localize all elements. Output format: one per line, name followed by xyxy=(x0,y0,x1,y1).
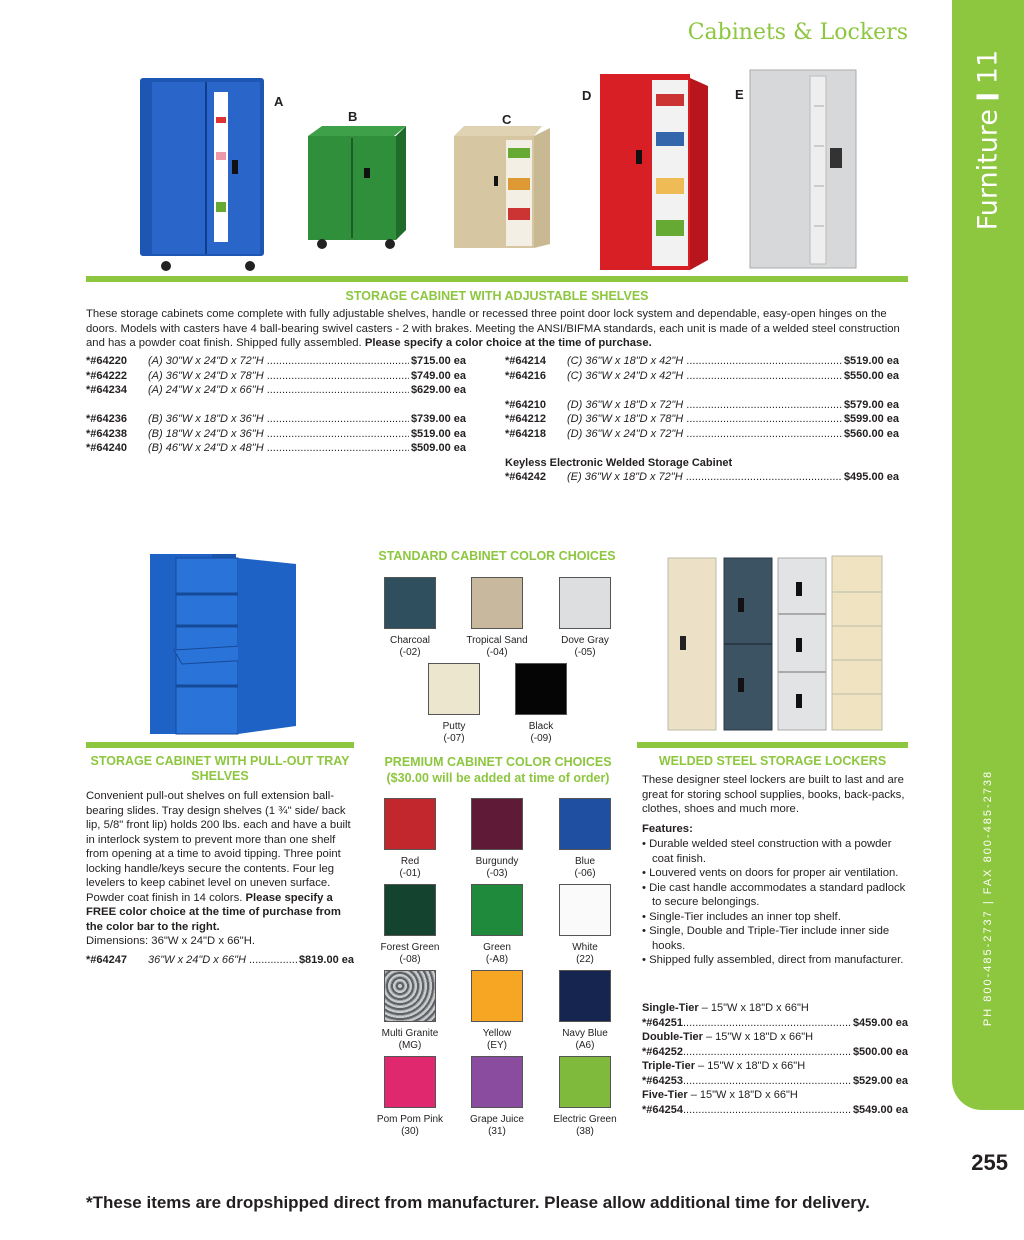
color-chip xyxy=(471,884,523,936)
swatch-multi-granite: Multi Granite (MG) xyxy=(366,970,454,1052)
feature-item: • Single-Tier includes an inner top shelf. xyxy=(642,910,841,923)
lockers-image xyxy=(666,554,888,734)
swatch-tropical-sand: Tropical Sand (-04) xyxy=(453,577,541,659)
feature-item: • Die cast handle accommodates a standard padlock to secure belongings. xyxy=(642,881,906,908)
section-label: Furniture11 xyxy=(972,49,1004,231)
cabinet-d-image xyxy=(596,70,714,274)
dropship-note: *These items are dropshipped direct from manufacturer. Please allow additional time for delivery. xyxy=(86,1193,870,1212)
feature-item: • Louvered vents on doors for proper air ventilation. xyxy=(642,867,899,879)
color-chip xyxy=(384,1056,436,1108)
locker-tier-label: Triple-Tier – 15"W x 18"D x 66"H xyxy=(642,1060,806,1072)
price-row: *#64220 (A) 30"W x 24"D x 72"H ..... $715.00 ea xyxy=(86,354,466,369)
swatch-red: Red (-01) xyxy=(366,798,454,880)
color-chip xyxy=(515,663,567,715)
storage-cabinet-description: These storage cabinets come complete with fully adjustable shelves, handle or recessed three point door lock system and dependable, easy-open hinges on the doors. Models with casters have 4 ball-bearing swivel casters - 2 with brakes. Meeting the ANSI/BIFMA standards, each unit is made of a welded steel construction and has a powder coat finish. Shipped fully assembled. Please specify a color choice at the time of purchase. xyxy=(86,308,900,349)
premium-colors-heading: PREMIUM CABINET COLOR CHOICES xyxy=(384,755,612,769)
swatch-yellow: Yellow (EY) xyxy=(453,970,541,1052)
premium-colors-subheading: ($30.00 will be added at time of order) xyxy=(386,771,610,785)
price-row: *#64242 (E) 36"W x 18"D x 72"H ..... $495.00 ea xyxy=(505,470,899,485)
label-a: A xyxy=(274,94,284,109)
lockers-description: These designer steel lockers are built to last and are great for storing school supplies, books, back-packs, clothes, shoes and much more. xyxy=(642,774,905,815)
price-row: *#64236 (B) 36"W x 18"D x 36"H ..... $739.00 ea xyxy=(86,412,466,427)
price-row: *#64251 ..... $459.00 ea xyxy=(642,1016,908,1031)
price-row: *#64252 ..... $500.00 ea xyxy=(642,1045,908,1060)
color-chip xyxy=(559,884,611,936)
storage-price-list-left xyxy=(86,354,466,456)
label-d: D xyxy=(582,88,592,103)
lockers-rule xyxy=(637,742,908,748)
lockers-features-list xyxy=(642,837,908,968)
cabinet-b-image xyxy=(300,124,410,252)
swatch-dove-gray: Dove Gray (-05) xyxy=(541,577,629,659)
price-row: *#64210 (D) 36"W x 18"D x 72"H ..... $579.00 ea xyxy=(505,398,899,413)
price-row: *#64253 ..... $529.00 ea xyxy=(642,1074,908,1089)
pullout-heading: STORAGE CABINET WITH PULL-OUT TRAY SHELVES xyxy=(90,754,350,783)
page-number: 255 xyxy=(971,1150,1008,1175)
swatch-blue: Blue (-06) xyxy=(541,798,629,880)
feature-item: • Shipped fully assembled, direct from manufacturer. xyxy=(642,954,904,966)
price-row: *#64214 (C) 36"W x 18"D x 42"H ..... $519.00 ea xyxy=(505,354,899,369)
swatch-burgundy: Burgundy (-03) xyxy=(453,798,541,880)
swatch-putty: Putty (-07) xyxy=(410,663,498,745)
color-chip xyxy=(384,884,436,936)
swatch-charcoal: Charcoal (-02) xyxy=(366,577,454,659)
cabinet-c-image xyxy=(450,124,566,250)
price-row: *#64254 ..... $549.00 ea xyxy=(642,1103,908,1118)
color-chip xyxy=(384,970,436,1022)
label-c: C xyxy=(502,112,512,127)
swatch-grape-juice: Grape Juice (31) xyxy=(453,1056,541,1138)
pullout-dimensions: Dimensions: 36"W x 24"D x 66"H. xyxy=(86,935,255,947)
swatch-pom-pom-pink: Pom Pom Pink (30) xyxy=(366,1056,454,1138)
swatch-electric-green: Electric Green (38) xyxy=(541,1056,629,1138)
price-row: *#64234 (A) 24"W x 24"D x 66"H ..... $629.00 ea xyxy=(86,383,466,398)
pullout-rule xyxy=(86,742,354,748)
standard-colors-heading: STANDARD CABINET COLOR CHOICES xyxy=(378,549,616,563)
color-chip xyxy=(559,798,611,850)
keyless-title: Keyless Electronic Welded Storage Cabinet xyxy=(505,456,733,469)
storage-cabinet-heading: STORAGE CABINET WITH ADJUSTABLE SHELVES xyxy=(345,289,649,303)
locker-tier-label: Five-Tier – 15"W x 18"D x 66"H xyxy=(642,1089,798,1101)
contact-phone-fax: PH 800-485-2737 | FAX 800-485-2738 xyxy=(982,769,994,1027)
color-chip xyxy=(559,970,611,1022)
swatch-black: Black (-09) xyxy=(497,663,585,745)
color-chip xyxy=(559,1056,611,1108)
locker-tier-label: Single-Tier – 15"W x 18"D x 66"H xyxy=(642,1002,809,1014)
color-chip xyxy=(471,577,523,629)
color-chip xyxy=(384,798,436,850)
color-chip xyxy=(471,1056,523,1108)
lockers-features-title: Features: xyxy=(642,823,693,835)
price-row: *#64212 (D) 36"W x 18"D x 78"H ..... $599.00 ea xyxy=(505,412,899,427)
cabinet-e-image xyxy=(746,66,860,272)
pullout-description: Convenient pull-out shelves on full extension ball-bearing slides. Tray design shelves (1 ¾" side/ back lip, 5/8" front lip) holds 200 lbs. each and have a built in interlock system to prevent more than one shelf from opening at a time to avoid tipping. Three point locking handle/keys secure the contents. Four leg levelers to keep cabinet level on uneven surface. Powder coat finish in 14 colors. Please specify a FREE color choice at the time of purchase from the color bar to the right. Dimensions: 36"W x 24"D x 66"H. xyxy=(86,789,356,949)
color-chip xyxy=(471,798,523,850)
locker-tier-label: Double-Tier – 15"W x 18"D x 66"H xyxy=(642,1031,814,1043)
price-row: *#64216 (C) 36"W x 24"D x 42"H ..... $550.00 ea xyxy=(505,369,899,384)
label-b: B xyxy=(348,109,358,124)
price-row: *#64218 (D) 36"W x 24"D x 72"H ..... $560.00 ea xyxy=(505,427,899,442)
cabinet-a-image xyxy=(130,72,270,272)
section-rule xyxy=(86,276,908,282)
feature-item: • Single, Double and Triple-Tier include inner side hooks. xyxy=(642,925,890,952)
lockers-heading: WELDED STEEL STORAGE LOCKERS xyxy=(658,754,887,768)
price-row: *#64222 (A) 36"W x 24"D x 78"H ..... $749.00 ea xyxy=(86,369,466,384)
swatch-green: Green (-A8) xyxy=(453,884,541,966)
swatch-navy-blue: Navy Blue (A6) xyxy=(541,970,629,1052)
color-chip xyxy=(559,577,611,629)
section-divider xyxy=(977,94,999,99)
feature-item: • Durable welded steel construction with a powder coat finish. xyxy=(642,838,892,865)
color-chip xyxy=(471,970,523,1022)
color-chip xyxy=(384,577,436,629)
pullout-price xyxy=(86,953,354,968)
label-e: E xyxy=(735,87,744,102)
page-title: Cabinets & Lockers xyxy=(687,20,908,45)
price-row: *#64247 36"W x 24"D x 66"H ..... $819.00 ea xyxy=(86,953,354,968)
pullout-cabinet-image xyxy=(146,550,302,738)
price-row: *#64240 (B) 46"W x 24"D x 48"H ..... $509.00 ea xyxy=(86,441,466,456)
lockers-price-list xyxy=(642,1001,908,1117)
swatch-forest-green: Forest Green (-08) xyxy=(366,884,454,966)
color-chip xyxy=(428,663,480,715)
swatch-white: White (22) xyxy=(541,884,629,966)
price-row: *#64238 (B) 18"W x 24"D x 36"H ..... $519.00 ea xyxy=(86,427,466,442)
storage-price-list-right xyxy=(505,354,899,485)
